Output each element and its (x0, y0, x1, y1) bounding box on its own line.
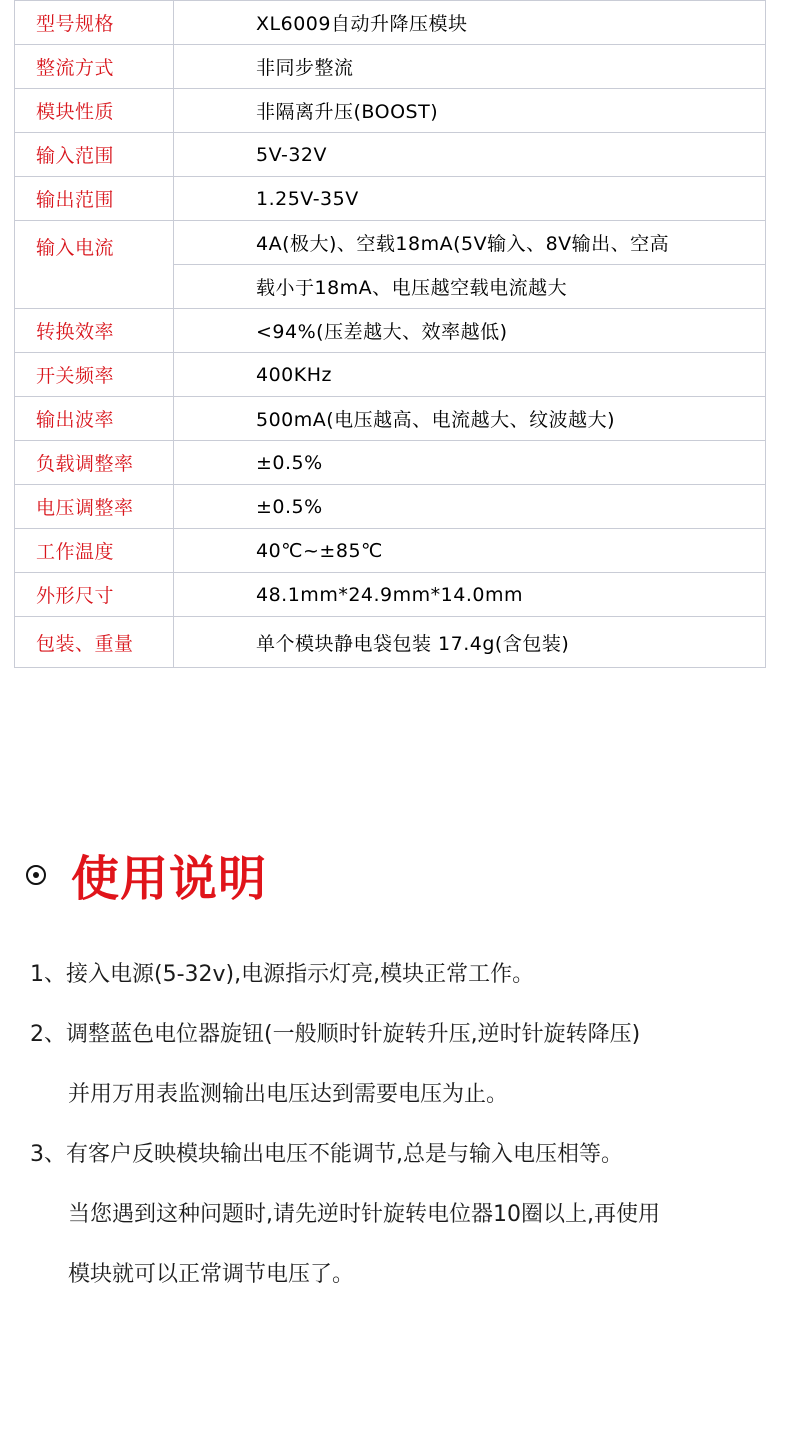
spec-value: 非隔离升压(BOOST) (174, 89, 766, 133)
spec-label: 工作温度 (15, 529, 174, 573)
spec-row (15, 1, 766, 45)
spec-label: 整流方式 (15, 45, 174, 89)
spec-value: 1.25V-35V (174, 177, 766, 221)
spec-row (15, 573, 766, 617)
spec-label: 转换效率 (15, 309, 174, 353)
spec-row (15, 177, 766, 221)
instruction-continuation: 并用万用表监测输出电压达到需要电压为止。 (68, 1082, 509, 1107)
spec-value: 载小于18mA、电压越空载电流越大 (174, 265, 766, 309)
spec-value: 500mA(电压越高、电流越大、纹波越大) (174, 397, 766, 441)
spec-row (15, 89, 766, 133)
spec-label: 输出波率 (15, 397, 174, 441)
spec-value: 单个模块静电袋包装 17.4g(含包装) (174, 617, 766, 668)
spec-row (15, 397, 766, 441)
spec-row (15, 617, 766, 668)
instruction-continuation: 当您遇到这种问题时,请先逆时针旋转电位器10圈以上,再使用 (68, 1202, 660, 1227)
target-bullet-icon (26, 865, 46, 885)
instruction-item: 1、接入电源(5-32v),电源指示灯亮,模块正常工作。 (30, 962, 535, 987)
spec-label: 电压调整率 (15, 485, 174, 529)
instruction-continuation: 模块就可以正常调节电压了。 (68, 1262, 355, 1287)
instruction-item: 2、调整蓝色电位器旋钮(一般顺时针旋转升压,逆时针旋转降压) (30, 1022, 641, 1047)
usage-instructions (30, 945, 770, 1305)
spec-label: 负载调整率 (15, 441, 174, 485)
spec-value: 40℃~±85℃ (174, 529, 766, 573)
spec-table (14, 0, 766, 668)
spec-row (15, 221, 766, 265)
spec-row (15, 441, 766, 485)
usage-heading (26, 840, 267, 909)
spec-label: 外形尺寸 (15, 573, 174, 617)
spec-value: ±0.5% (174, 441, 766, 485)
spec-value: ±0.5% (174, 485, 766, 529)
spec-row (15, 133, 766, 177)
spec-label: 型号规格 (15, 1, 174, 45)
spec-value: XL6009自动升降压模块 (174, 1, 766, 45)
spec-value: 400KHz (174, 353, 766, 397)
spec-row (15, 45, 766, 89)
spec-row (15, 529, 766, 573)
spec-label: 包装、重量 (15, 617, 174, 668)
spec-value: 非同步整流 (174, 45, 766, 89)
spec-value: 5V-32V (174, 133, 766, 177)
instruction-item: 3、有客户反映模块输出电压不能调节,总是与输入电压相等。 (30, 1142, 623, 1167)
spec-value: 4A(极大)、空载18mA(5V输入、8V输出、空高 (174, 221, 766, 265)
spec-row (15, 353, 766, 397)
spec-label: 模块性质 (15, 89, 174, 133)
spec-label: 输入范围 (15, 133, 174, 177)
spec-value: <94%(压差越大、效率越低) (174, 309, 766, 353)
spec-row (15, 485, 766, 529)
spec-row (15, 309, 766, 353)
spec-label: 输出范围 (15, 177, 174, 221)
spec-label: 开关频率 (15, 353, 174, 397)
spec-value: 48.1mm*24.9mm*14.0mm (174, 573, 766, 617)
spec-label: 输入电流 (15, 221, 174, 309)
usage-title: 使用说明 (71, 851, 268, 907)
